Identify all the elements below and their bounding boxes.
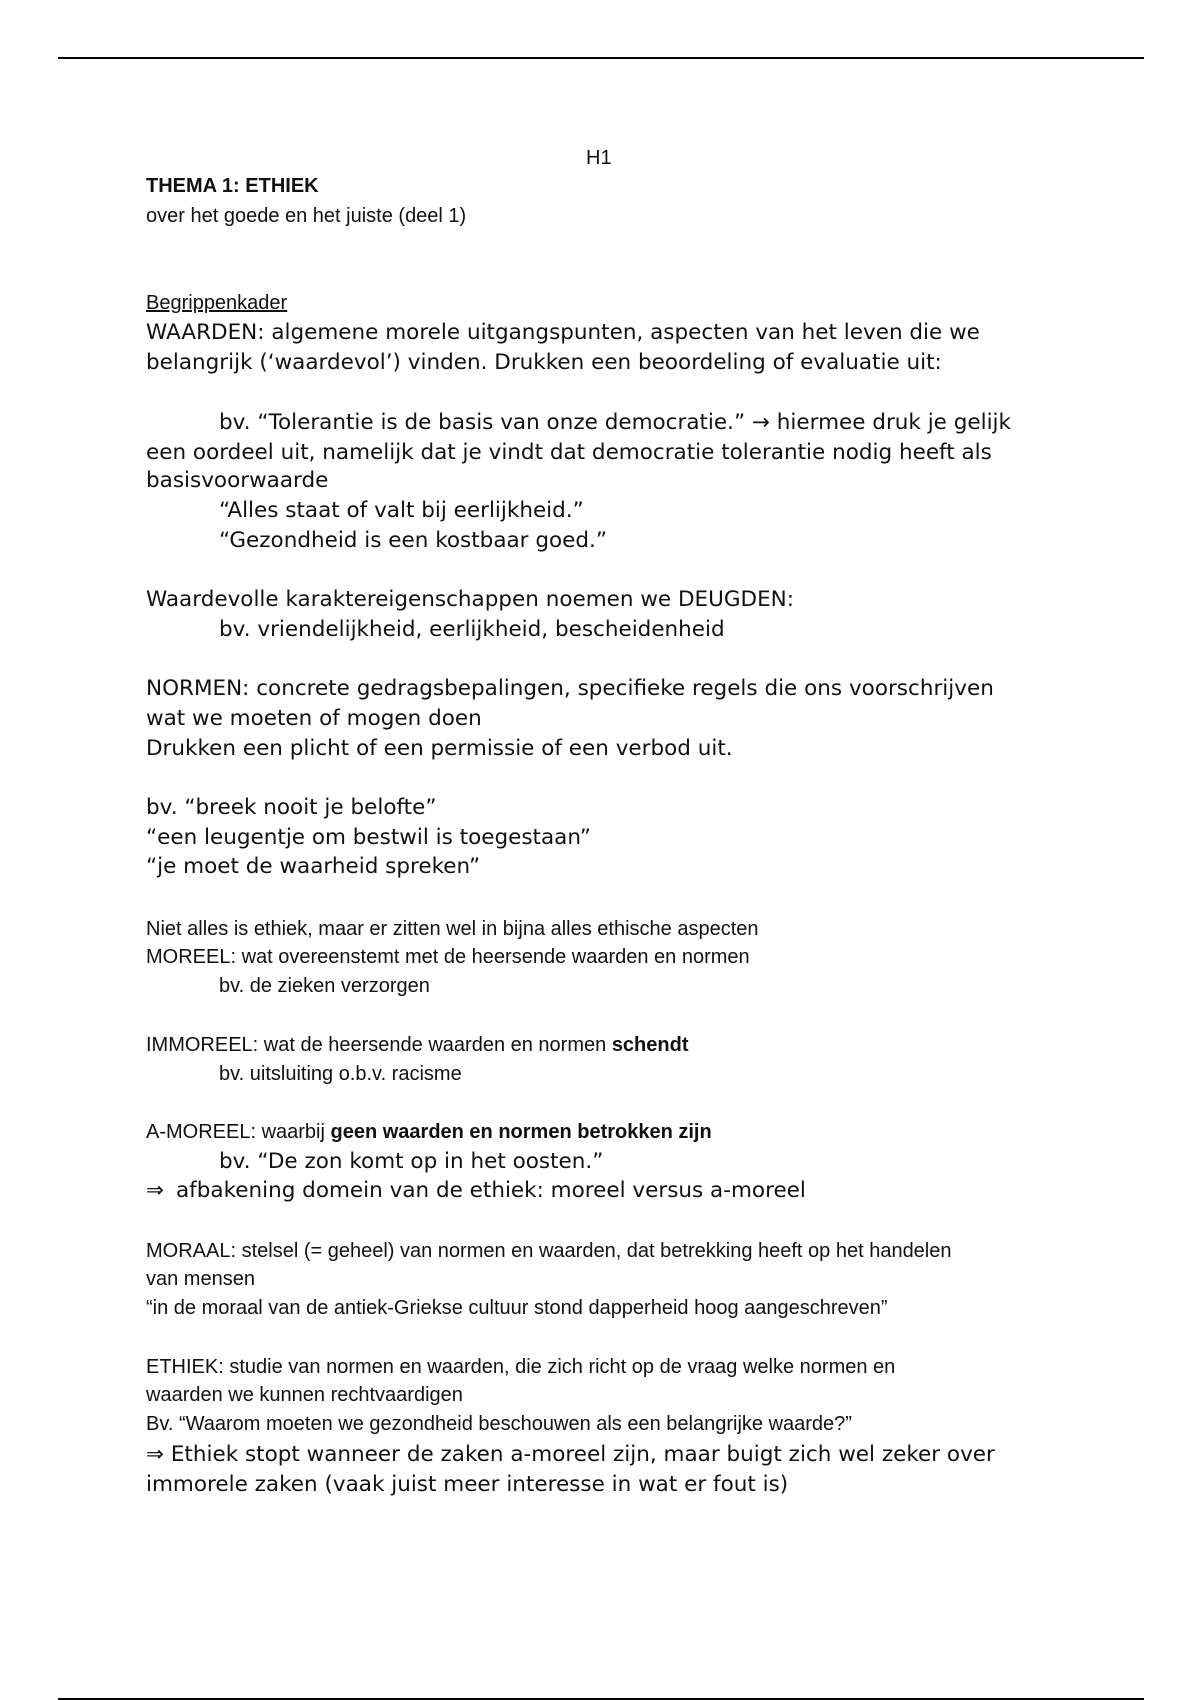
waarden-example1-line1: bv. “Tolerantie is de basis van onze democratie.” → hiermee druk je gelijk	[219, 410, 1011, 435]
moraal-definition-line2: van mensen	[146, 1268, 255, 1290]
normen-definition-line3: Drukken een plicht of een permissie of een verbod uit.	[146, 736, 733, 761]
waarden-example2: “Alles staat of valt bij eerlijkheid.”	[219, 498, 584, 523]
waarden-definition-line1: WAARDEN: algemene morele uitgangspunten, aspecten van het leven die we	[146, 320, 980, 345]
normen-example3: “je moet de waarheid spreken”	[146, 854, 481, 879]
deugden-definition: Waardevolle karaktereigenschappen noemen we DEUGDEN:	[146, 587, 794, 612]
ethiek-definition-line1: ETHIEK: studie van normen en waarden, die zich richt op de vraag welke normen en	[146, 1356, 896, 1378]
heading-label: H1	[586, 147, 612, 169]
moraal-example: “in de moraal van de antiek-Griekse cultuur stond dapperheid hoog aangeschreven”	[146, 1297, 888, 1319]
page-title: THEMA 1: ETHIEK	[146, 175, 319, 197]
moreel-example: bv. de zieken verzorgen	[219, 975, 430, 997]
ethiek-conclusion-line1: ⇒ Ethiek stopt wanneer de zaken a-moreel zijn, maar buigt zich wel zeker over	[146, 1442, 995, 1467]
immoreel-text: IMMOREEL: wat de heersende waarden en normen	[146, 1034, 612, 1056]
ethiek-aspecten-intro: Niet alles is ethiek, maar er zitten wel in bijna alles ethische aspecten	[146, 918, 759, 940]
top-rule	[58, 57, 1144, 59]
amoreel-bold-text: geen waarden en normen betrokken zijn	[330, 1121, 712, 1143]
immoreel-bold-text: schendt	[611, 1034, 689, 1056]
page-subtitle: over het goede en het juiste (deel 1)	[146, 205, 467, 227]
moreel-definition: MOREEL: wat overeenstemt met de heersende waarden en normen	[146, 946, 750, 968]
ethiek-example: Bv. “Waarom moeten we gezondheid beschouwen als een belangrijke waarde?”	[146, 1413, 852, 1435]
waarden-example1-line2: een oordeel uit, namelijk dat je vindt dat democratie tolerantie nodig heeft als	[146, 440, 992, 465]
ethiek-definition-line2: waarden we kunnen rechtvaardigen	[146, 1384, 463, 1406]
immoreel-definition	[146, 1034, 689, 1057]
immoreel-example: bv. uitsluiting o.b.v. racisme	[219, 1063, 462, 1085]
normen-definition-line1: NORMEN: concrete gedragsbepalingen, specifieke regels die ons voorschrijven	[146, 676, 994, 701]
ethiek-conclusion-line2: immorele zaken (vaak juist meer interesse in wat er fout is)	[146, 1472, 789, 1497]
moraal-definition-line1: MORAAL: stelsel (= geheel) van normen en waarden, dat betrekking heeft op het handelen	[146, 1240, 952, 1262]
implies-arrow-icon: ⇒	[146, 1178, 165, 1203]
waarden-definition-line2: belangrijk (‘waardevol’) vinden. Drukken een beoordeling of evaluatie uit:	[146, 350, 942, 375]
waarden-example3: “Gezondheid is een kostbaar goed.”	[219, 528, 607, 553]
normen-example1: bv. “breek nooit je belofte”	[146, 795, 437, 820]
amoreel-example: bv. “De zon komt op in het oosten.”	[219, 1149, 604, 1174]
section-heading: Begrippenkader	[146, 292, 288, 314]
amoreel-text: A-MOREEL: waarbij	[146, 1121, 331, 1143]
waarden-example1-line3: basisvoorwaarde	[146, 468, 329, 493]
amoreel-conclusion-text: afbakening domein van de ethiek: moreel versus a-moreel	[176, 1178, 806, 1203]
amoreel-definition	[146, 1121, 712, 1144]
deugden-example: bv. vriendelijkheid, eerlijkheid, bescheidenheid	[219, 617, 725, 642]
normen-example2: “een leugentje om bestwil is toegestaan”	[146, 825, 591, 850]
amoreel-conclusion	[146, 1178, 806, 1203]
normen-definition-line2: wat we moeten of mogen doen	[146, 706, 482, 731]
